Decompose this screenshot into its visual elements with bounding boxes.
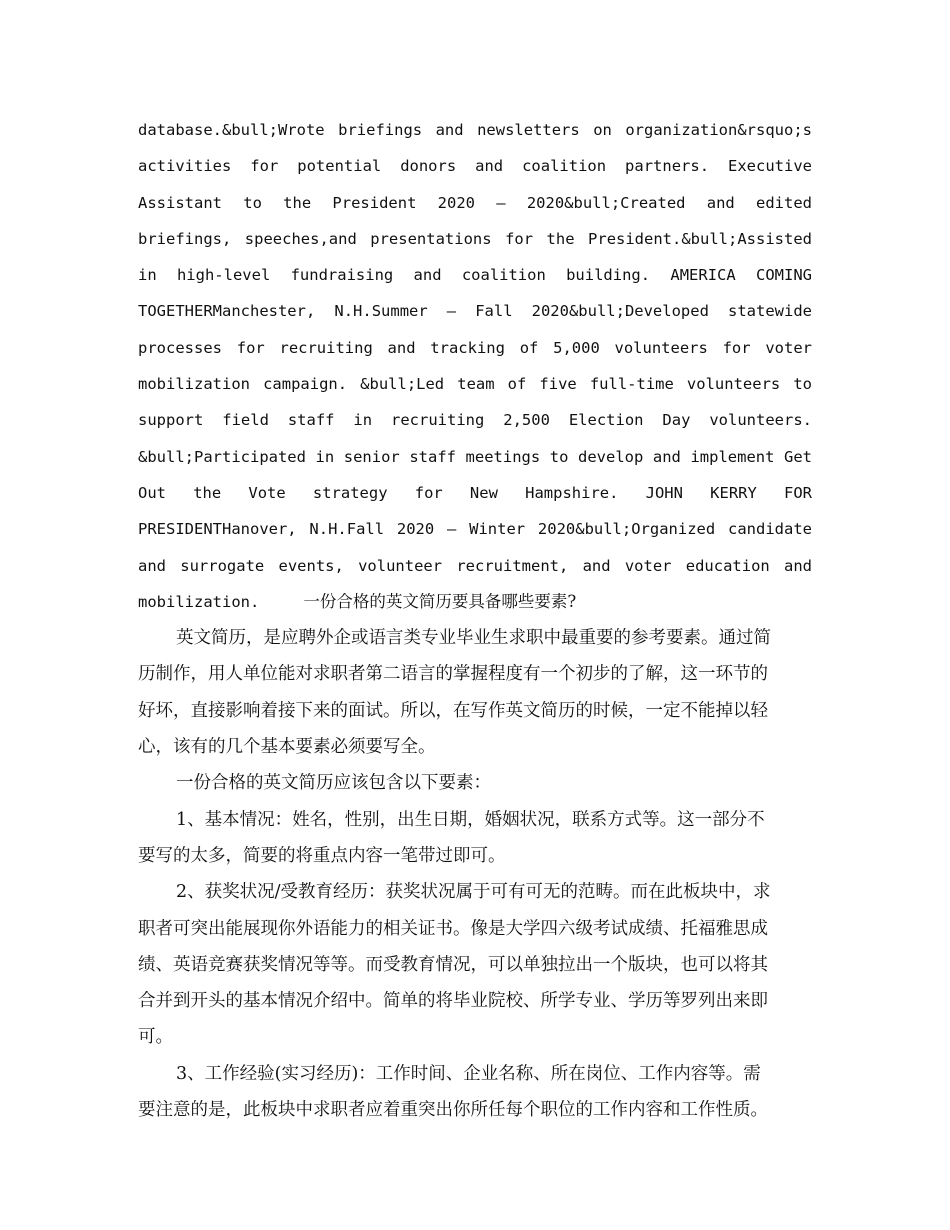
paragraph-line: 绩、英语竞赛获奖情况等等。而受教育情况，可以单独拉出一个版块，也可以将其: [138, 954, 768, 975]
text-line: processes for recruiting and tracking of 5,000 volunteers for voter: [138, 338, 812, 357]
text-line: briefings, speeches,and presentations for the President.&bull;Assisted: [138, 229, 812, 248]
english-resume-text: [138, 112, 812, 620]
document-page: [138, 112, 812, 1128]
text-line: activities for potential donors and coalition partners. Executive: [138, 157, 812, 176]
text-line: TOGETHERManchester, N.H.Summer – Fall 2020&bull;Developed statewide: [138, 302, 812, 321]
paragraph-line: 可。: [138, 1027, 173, 1048]
paragraph-line: 职者可突出能展现你外语能力的相关证书。像是大学四六级考试成绩、托福雅思成: [138, 918, 768, 939]
paragraph-line: 要写的太多，简要的将重点内容一笔带过即可。: [138, 845, 506, 866]
paragraph-line: 1、基本情况：姓名，性别，出生日期，婚姻状况，联系方式等。这一部分不: [176, 809, 765, 830]
paragraph-item-2: [138, 874, 812, 1055]
paragraph-line: 3、工作经验(实习经历)：工作时间、企业名称、所在岗位、工作内容等。需: [176, 1063, 761, 1084]
text-line: Out the Vote strategy for New Hampshire. JOHN KERRY FOR: [138, 483, 812, 502]
paragraph-elements-intro: [138, 765, 812, 801]
text-line: &bull;Participated in senior staff meetings to develop and implement Get: [138, 447, 812, 466]
paragraph-line: 要注意的是，此板块中求职者应着重突出你所任每个职位的工作内容和工作性质。: [138, 1100, 768, 1121]
text-line-with-heading: [138, 584, 812, 620]
text-line: in high-level fundraising and coalition building. AMERICA COMING: [138, 266, 812, 285]
text-line-end: mobilization.: [138, 592, 260, 611]
paragraph-line: 心，该有的几个基本要素必须要写全。: [138, 737, 436, 758]
text-line: support field staff in recruiting 2,500 Election Day volunteers.: [138, 411, 812, 430]
paragraph-line: 历制作，用人单位能对求职者第二语言的掌握程度有一个初步的了解，这一环节的: [138, 664, 768, 685]
text-line: PRESIDENTHanover, N.H.Fall 2020 – Winter 2020&bull;Organized candidate: [138, 520, 812, 539]
paragraph-line: 2、获奖状况/受教育经历：获奖状况属于可有可无的范畴。而在此板块中，求: [176, 882, 771, 903]
paragraph-intro: [138, 620, 812, 765]
section-heading: 一份合格的英文简历要具备哪些要素?: [303, 591, 577, 611]
paragraph-item-1: [138, 802, 812, 875]
paragraph-item-3: [138, 1056, 812, 1129]
paragraph-line: 合并到开头的基本情况介绍中。简单的将毕业院校、所学专业、学历等罗列出来即: [138, 991, 768, 1012]
paragraph-line: 好坏，直接影响着接下来的面试。所以，在写作英文简历的时候，一定不能掉以轻: [138, 700, 768, 721]
text-line: Assistant to the President 2020 – 2020&bull;Created and edited: [138, 193, 812, 212]
text-line: mobilization campaign. &bull;Led team of five full-time volunteers to: [138, 375, 812, 394]
text-line: and surrogate events, volunteer recruitment, and voter education and: [138, 556, 812, 575]
paragraph-line: 英文简历，是应聘外企或语言类专业毕业生求职中最重要的参考要素。通过简: [176, 628, 771, 649]
text-line: database.&bull;Wrote briefings and newsletters on organization&rsquo;s: [138, 121, 812, 139]
paragraph-line: 一份合格的英文简历应该包含以下要素：: [176, 773, 491, 794]
